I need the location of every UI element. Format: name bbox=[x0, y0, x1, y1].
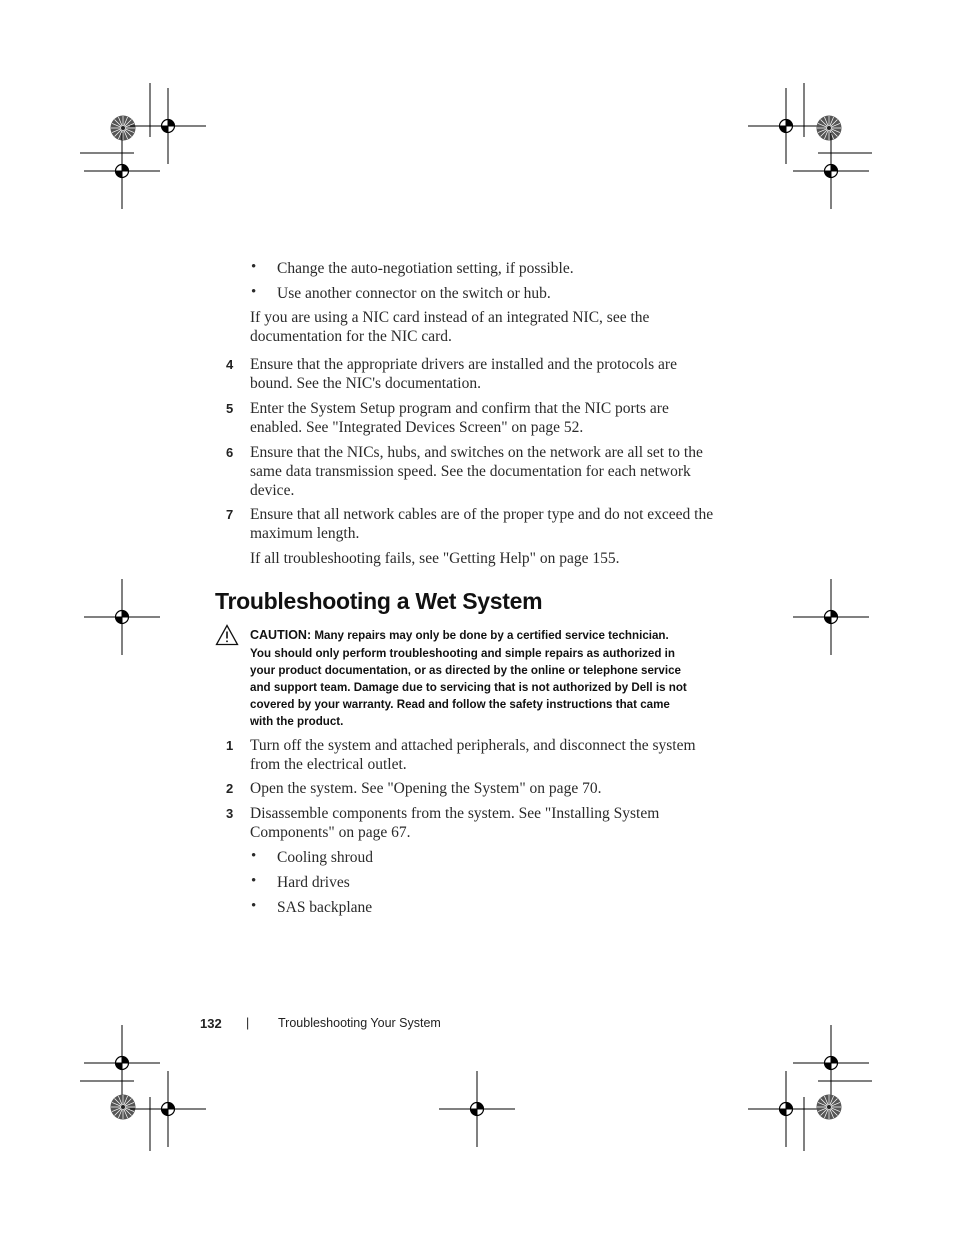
step-text-line: Components" on page 67. bbox=[250, 824, 411, 841]
step-number: 1 bbox=[226, 738, 234, 753]
bullet-marker: • bbox=[251, 898, 257, 914]
list-item: Change the auto-negotiation setting, if possible. bbox=[277, 260, 574, 277]
step-text-line: Ensure that all network cables are of the proper type and do not exceed the bbox=[250, 506, 714, 523]
caution-line: covered by your warranty. Read and follow the safety instructions that came bbox=[250, 698, 670, 711]
step-text-line: Open the system. See "Opening the System" on page 70. bbox=[250, 780, 602, 797]
bullet-marker: • bbox=[251, 259, 257, 275]
fail-note: If all troubleshooting fails, see "Getting Help" on page 155. bbox=[250, 550, 620, 567]
section-title: Troubleshooting a Wet System bbox=[215, 588, 543, 614]
footer-separator: | bbox=[246, 1016, 250, 1030]
bullet-marker: • bbox=[251, 284, 257, 300]
list-item: Cooling shroud bbox=[277, 849, 374, 866]
step-number: 2 bbox=[226, 781, 234, 796]
step-text-line: Disassemble components from the system. See "Installing System bbox=[250, 805, 660, 822]
caution-line bbox=[250, 627, 720, 644]
step-text-line: from the electrical outlet. bbox=[250, 756, 407, 773]
paragraph-line: documentation for the NIC card. bbox=[250, 328, 452, 345]
step-number: 4 bbox=[226, 357, 234, 372]
step-text-line: same data transmission speed. See the documentation for each network bbox=[250, 463, 691, 480]
list-item: Use another connector on the switch or hub. bbox=[277, 285, 551, 302]
step-text-line: bound. See the NIC's documentation. bbox=[250, 375, 481, 392]
caution-line: with the product. bbox=[250, 715, 344, 728]
step-text-line: maximum length. bbox=[250, 525, 360, 542]
bullet-marker: • bbox=[251, 848, 257, 864]
paragraph-line: If you are using a NIC card instead of an integrated NIC, see the bbox=[250, 309, 650, 326]
caution-text: Many repairs may only be done by a certified service technician. bbox=[314, 629, 669, 642]
step-number: 6 bbox=[226, 445, 234, 460]
footer-chapter-title: Troubleshooting Your System bbox=[278, 1016, 441, 1030]
caution-line: your product documentation, or as directed by the online or telephone service bbox=[250, 664, 681, 677]
step-text-line: enabled. See "Integrated Devices Screen" on page 52. bbox=[250, 419, 584, 436]
list-item: SAS backplane bbox=[277, 899, 373, 916]
bullet-marker: • bbox=[251, 873, 257, 889]
page-number: 132 bbox=[200, 1016, 222, 1031]
step-text-line: Ensure that the NICs, hubs, and switches on the network are all set to the bbox=[250, 444, 703, 461]
caution-line: You should only perform troubleshooting and simple repairs as authorized in bbox=[250, 647, 675, 660]
caution-line: and support team. Damage due to servicing that is not authorized by Dell is not bbox=[250, 681, 687, 694]
step-number: 5 bbox=[226, 401, 234, 416]
step-text-line: Enter the System Setup program and confirm that the NIC ports are bbox=[250, 400, 669, 417]
step-number: 3 bbox=[226, 806, 234, 821]
step-text-line: Turn off the system and attached peripherals, and disconnect the system bbox=[250, 737, 696, 754]
list-item: Hard drives bbox=[277, 874, 350, 891]
step-text-line: device. bbox=[250, 482, 295, 499]
step-text-line: Ensure that the appropriate drivers are installed and the protocols are bbox=[250, 356, 677, 373]
step-number: 7 bbox=[226, 507, 234, 522]
caution-label: CAUTION: bbox=[250, 628, 312, 642]
caution-icon bbox=[215, 624, 239, 646]
